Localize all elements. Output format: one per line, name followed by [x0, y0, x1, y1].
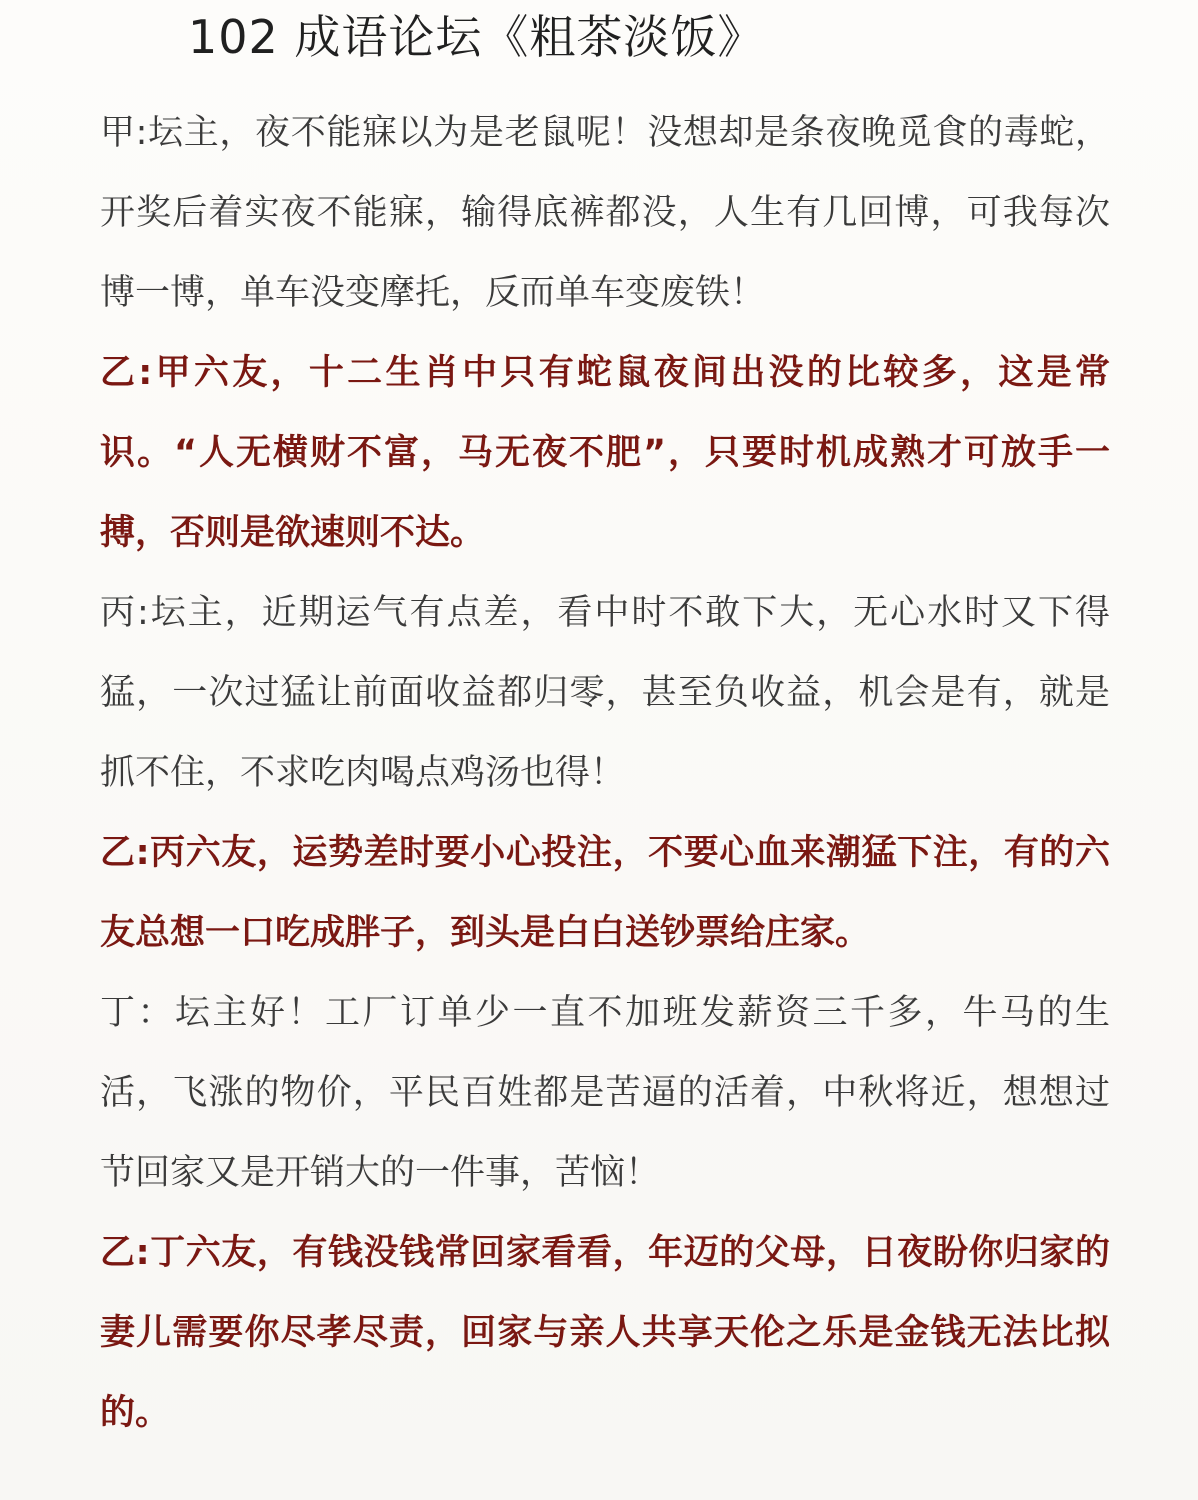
post-title: 102 成语论坛《粗茶淡饭》: [188, 10, 765, 64]
question-ding: 丁：坛主好！工厂订单少一直不加班发薪资三千多，牛马的生活，飞涨的物价，平民百姓都是苦逼的活着，中秋将近，想想过节回家又是开销大的一件事，苦恼！: [100, 993, 1110, 1193]
answer-to-bing: 乙:丙六友，运势差时要小心投注，不要心血来潮猛下注，有的六友总想一口吃成胖子，到头是白白送钞票给庄家。: [100, 833, 1110, 953]
answer-to-jia: 乙:甲六友，十二生肖中只有蛇鼠夜间出没的比较多，这是常识。“人无横财不富，马无夜不肥”，只要时机成熟才可放手一搏，否则是欲速则不达。: [100, 353, 1110, 553]
question-bing: 丙:坛主，近期运气有点差，看中时不敢下大，无心水时又下得猛，一次过猛让前面收益都归零，甚至负收益，机会是有，就是抓不住，不求吃肉喝点鸡汤也得！: [100, 593, 1110, 793]
post-content: [100, 93, 1110, 1453]
question-jia: 甲:坛主，夜不能寐以为是老鼠呢！没想却是条夜晚觅食的毒蛇，开奖后着实夜不能寐，输得底裤都没，人生有几回博，可我每次博一博，单车没变摩托，反而单车变废铁！: [100, 113, 1110, 313]
answer-to-ding: 乙:丁六友，有钱没钱常回家看看，年迈的父母，日夜盼你归家的妻儿需要你尽孝尽责，回家与亲人共享天伦之乐是金钱无法比拟的。: [100, 1233, 1110, 1433]
